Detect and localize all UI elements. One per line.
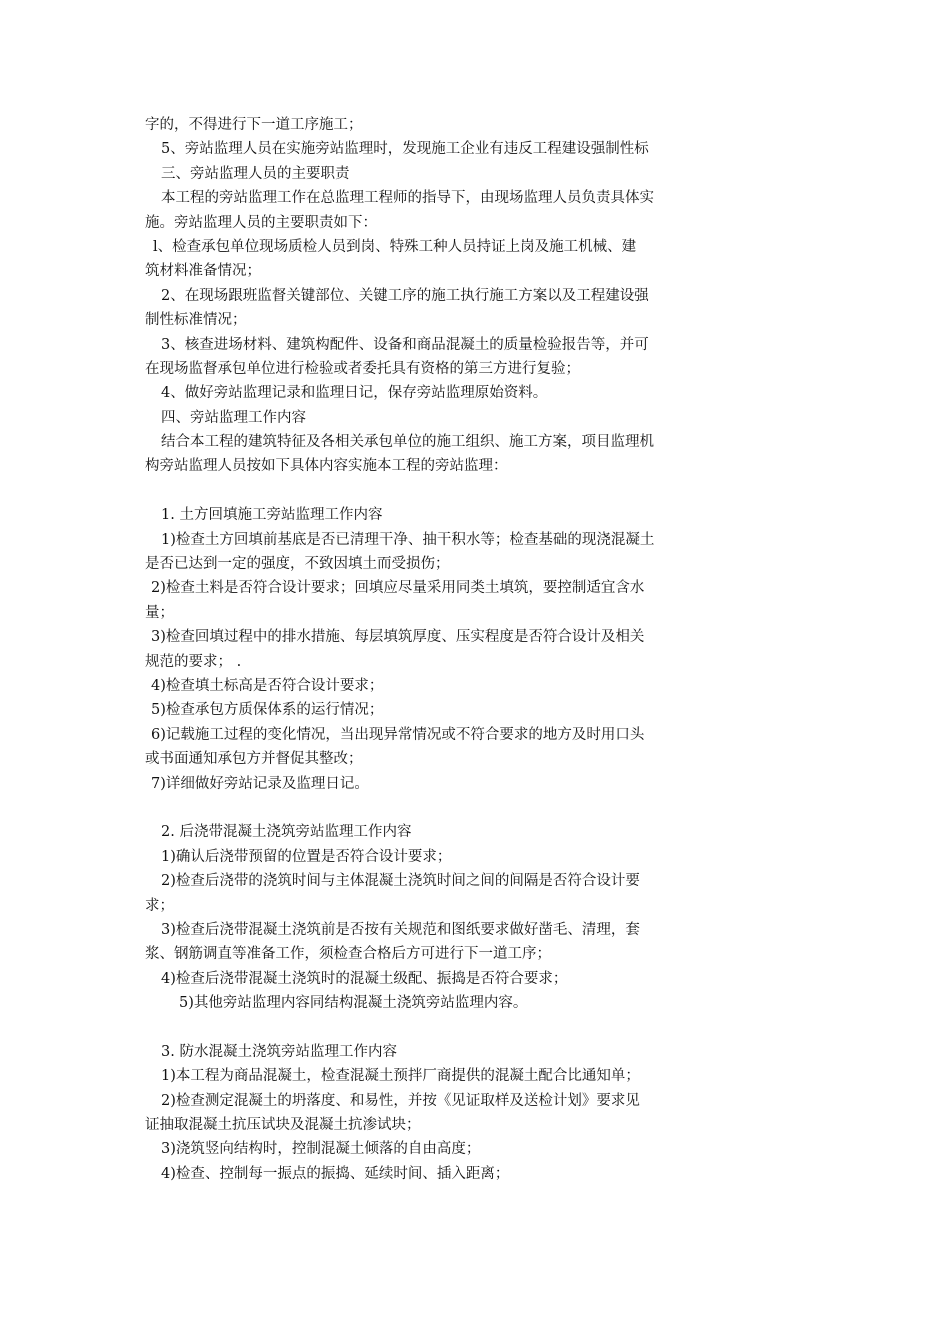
text-line: 1)本工程为商品混凝土，检查混凝土预拌厂商提供的混凝土配合比通知单； (161, 1068, 640, 1085)
blank-line (145, 796, 745, 820)
text-line: 5)其他旁站监理内容同结构混凝土浇筑旁站监理内容。 (179, 995, 528, 1012)
text-line: 1)检查土方回填前基底是否已清理干净、抽干积水等；检查基础的现浇混凝土 (161, 531, 655, 548)
text-line: 2、在现场跟班监督关键部位、关键工序的施工执行施工方案以及工程建设强 (161, 287, 649, 304)
document-page (145, 113, 745, 1186)
text-line: 制性标准情况； (145, 312, 247, 329)
text-line: 7)详细做好旁站记录及监理日记。 (151, 775, 369, 792)
text-line: 在现场监督承包单位进行检验或者委托具有资格的第三方进行复验； (145, 360, 580, 377)
text-line: 三、旁站监理人员的主要职责 (161, 165, 350, 182)
text-line: l、检查承包单位现场质检人员到岗、特殊工种人员持证上岗及施工机械、建 (153, 238, 637, 255)
text-line: 或书面通知承包方并督促其整改； (145, 751, 363, 768)
text-line: 量； (145, 604, 174, 621)
text-line: 施。旁站监理人员的主要职责如下： (145, 214, 377, 231)
text-line: 5)检查承包方质保体系的运行情况； (151, 702, 384, 719)
text-line: 结合本工程的建筑特征及各相关承包单位的施工组织、施工方案，项目监理机 (161, 434, 654, 451)
blank-line (145, 1015, 745, 1039)
text-line: 4、做好旁站监理记录和监理日记，保存旁站监理原始资料。 (161, 385, 548, 402)
text-line: 1. 土方回填施工旁站监理工作内容 (161, 507, 383, 524)
text-line: 四、旁站监理工作内容 (161, 409, 306, 426)
text-line: 6)记载施工过程的变化情况，当出现异常情况或不符合要求的地方及时用口头 (151, 726, 645, 743)
text-line: 字的，不得进行下一道工序施工； (145, 117, 363, 133)
text-line: 3)检查回填过程中的排水措施、每层填筑厚度、压实程度是否符合设计及相关 (151, 629, 645, 646)
blank-line (145, 479, 745, 503)
text-line: 2)检查土料是否符合设计要求；回填应尽量采用同类土填筑，要控制适宜含水 (151, 580, 645, 597)
text-line: 4)检查填土标高是否符合设计要求； (151, 677, 384, 694)
text-line: 浆、钢筋调直等准备工作，须检查合格后方可进行下一道工序； (145, 946, 551, 963)
text-line: 筑材料准备情况； (145, 263, 261, 280)
text-line: 4)检查、控制每一振点的振捣、延续时间、插入距离； (161, 1165, 510, 1182)
text-line: 构旁站监理人员按如下具体内容实施本工程的旁站监理： (145, 458, 508, 475)
text-line: 4)检查后浇带混凝土浇筑时的混凝土级配、振捣是否符合要求； (161, 970, 568, 987)
text-line: 1)确认后浇带预留的位置是否符合设计要求； (161, 848, 452, 865)
text-line: 2. 后浇带混凝土浇筑旁站监理工作内容 (161, 824, 412, 841)
text-line: 规范的要求； . (145, 653, 242, 670)
text-line: 3)检查后浇带混凝土浇筑前是否按有关规范和图纸要求做好凿毛、清理，套 (161, 921, 640, 938)
text-line: 是否已达到一定的强度，不致因填土而受损伤； (145, 556, 450, 573)
text-line: 本工程的旁站监理工作在总监理工程师的指导下，由现场监理人员负责具体实 (161, 190, 654, 207)
text-line: 2)检查后浇带的浇筑时间与主体混凝土浇筑时间之间的间隔是否符合设计要 (161, 873, 640, 890)
text-line: 证抽取混凝土抗压试块及混凝土抗渗试块； (145, 1117, 421, 1134)
text-line: 2)检查测定混凝土的坍落度、和易性，并按《见证取样及送检计划》要求见 (161, 1092, 640, 1109)
text-line: 5、旁站监理人员在实施旁站监理时，发现施工企业有违反工程建设强制性标 (161, 141, 649, 158)
text-line: 3. 防水混凝土浇筑旁站监理工作内容 (161, 1043, 397, 1060)
text-line: 求； (145, 897, 174, 914)
text-line: 3)浇筑竖向结构时，控制混凝土倾落的自由高度； (161, 1141, 481, 1158)
text-line: 3、核查进场材料、建筑构配件、设备和商品混凝土的质量检验报告等，并可 (161, 336, 649, 353)
